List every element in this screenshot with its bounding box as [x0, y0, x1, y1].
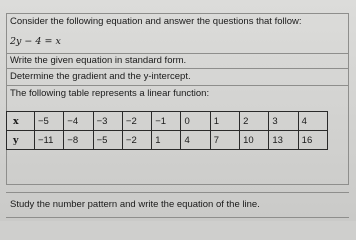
equation-row — [6, 32, 349, 53]
y-cell: 1 — [152, 131, 181, 150]
x-cell: −4 — [64, 112, 93, 131]
function-table — [6, 111, 328, 150]
x-cell: −3 — [93, 112, 122, 131]
y-cell: −2 — [122, 131, 151, 150]
x-cell: 2 — [240, 112, 269, 131]
question-gradient-intercept: Determine the gradient and the y-intercept. — [6, 68, 349, 85]
y-cell: −5 — [93, 131, 122, 150]
footer-instruction: Study the number pattern and write the equation of the line. — [6, 192, 349, 218]
intro-text: Consider the following equation and answer the questions that follow: — [10, 16, 302, 27]
y-cell: 4 — [181, 131, 210, 150]
table-row-y — [7, 131, 328, 150]
x-cell: −5 — [35, 112, 64, 131]
equation: 2y − 4 = x — [10, 36, 61, 47]
x-cell: 4 — [298, 112, 327, 131]
x-cell: 3 — [269, 112, 298, 131]
question-standard-form: Write the given equation in standard form. — [6, 53, 349, 68]
x-cell: 1 — [210, 112, 239, 131]
y-cell: 10 — [240, 131, 269, 150]
x-cell: −2 — [122, 112, 151, 131]
y-cell: −8 — [64, 131, 93, 150]
y-cell: 7 — [210, 131, 239, 150]
x-cell: −1 — [152, 112, 181, 131]
y-cell: 16 — [298, 131, 327, 150]
y-cell: 13 — [269, 131, 298, 150]
x-cell: 0 — [181, 112, 210, 131]
table-row-x — [7, 112, 328, 131]
table-intro: The following table represents a linear function: — [6, 85, 349, 103]
x-header: x — [7, 112, 35, 131]
y-cell: −11 — [35, 131, 64, 150]
y-header: y — [7, 131, 35, 150]
